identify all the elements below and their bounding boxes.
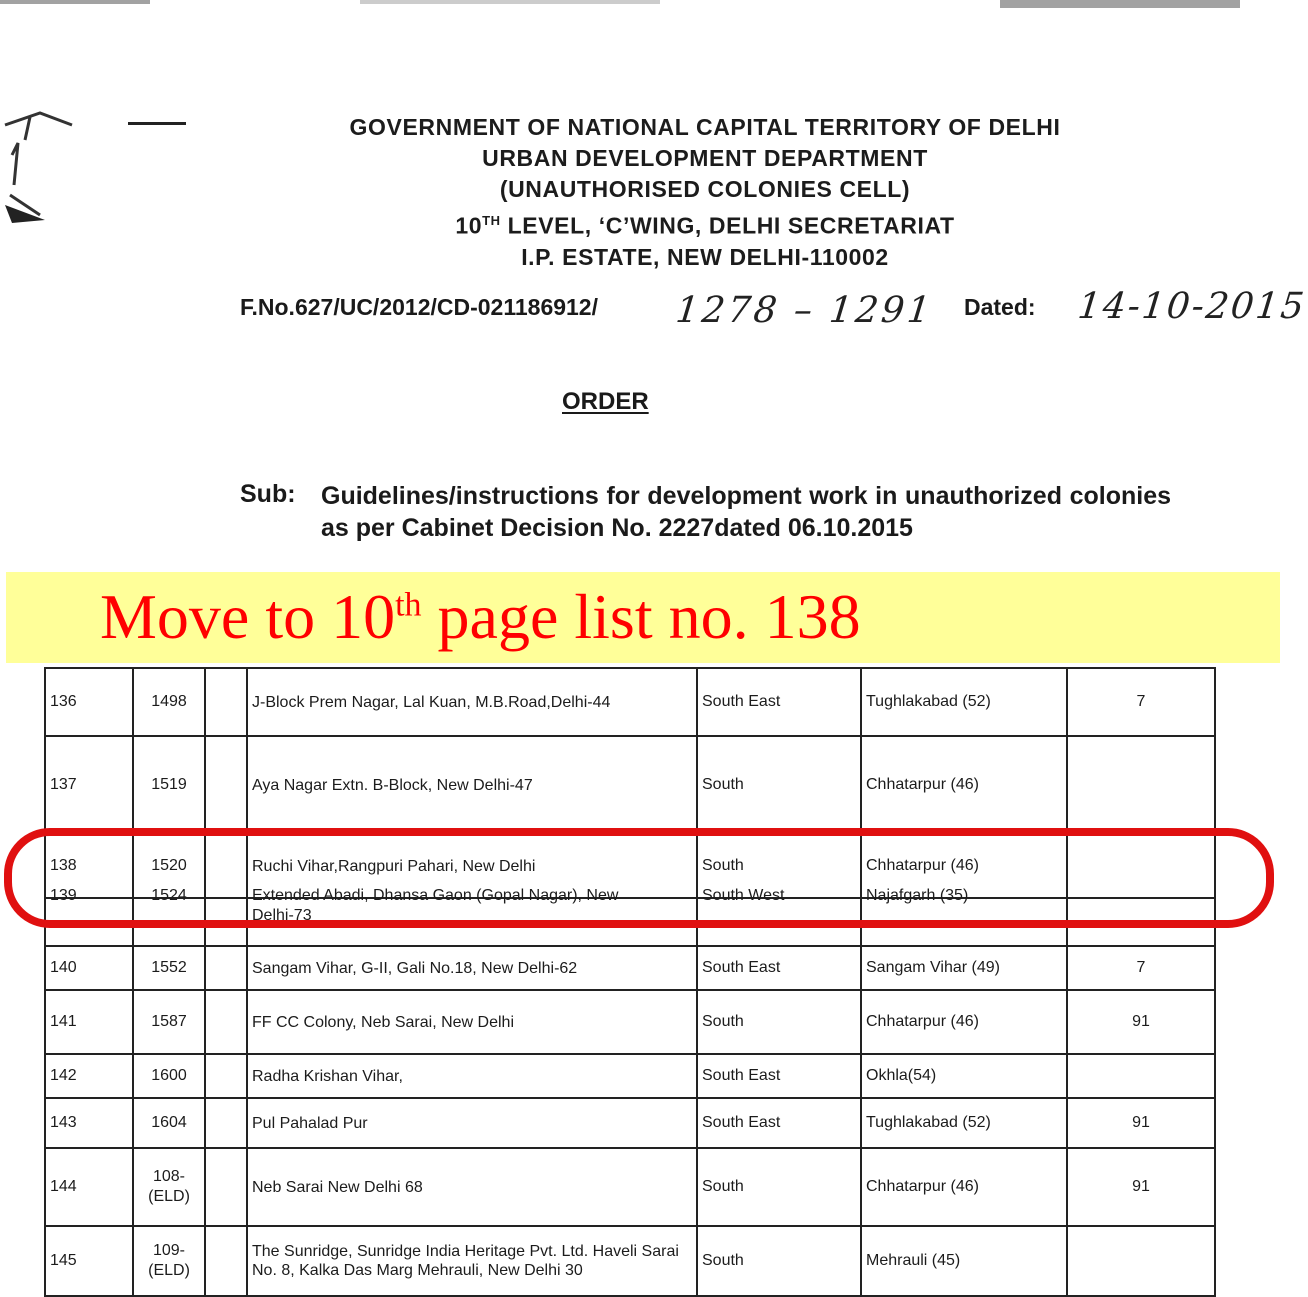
district-cell: South East bbox=[697, 946, 861, 990]
colony-code-cell: 1498 bbox=[133, 668, 205, 736]
table-row bbox=[45, 1098, 1215, 1148]
colony-code-cell: 1519 bbox=[133, 736, 205, 834]
colonies-table bbox=[44, 667, 1214, 1280]
table-row bbox=[45, 990, 1215, 1054]
ward-cell bbox=[1067, 1054, 1215, 1098]
district-cell: South bbox=[697, 736, 861, 834]
blank-cell bbox=[205, 1098, 247, 1148]
letterhead-line-3: (UNAUTHORISED COLONIES CELL) bbox=[499, 176, 911, 202]
handwritten-reference: 1278 – 1291 bbox=[673, 290, 936, 331]
annotation-banner-text bbox=[100, 580, 861, 654]
constituency-cell: Mehrauli (45) bbox=[861, 1226, 1067, 1296]
letterhead-line-2: URBAN DEVELOPMENT DEPARTMENT bbox=[482, 145, 928, 171]
margin-dash bbox=[128, 122, 186, 125]
ward-cell: 7 bbox=[1067, 946, 1215, 990]
blank-cell bbox=[205, 668, 247, 736]
letterhead-level: 10 bbox=[455, 212, 483, 239]
ward-cell: 7 bbox=[1067, 668, 1215, 736]
table-row bbox=[45, 1054, 1215, 1098]
serial-text: 139 bbox=[50, 887, 77, 904]
table-row bbox=[45, 668, 1215, 736]
district-cell: South bbox=[697, 1226, 861, 1296]
serial-cell: 144 bbox=[45, 1148, 133, 1226]
colony-name-line-1: Extended Abadi, Dhansa Gaon (Gopal Nagar), New bbox=[252, 887, 619, 904]
constituency-cell: Chhatarpur (46) bbox=[861, 834, 1067, 898]
colony-name-cell: FF CC Colony, Neb Sarai, New Delhi bbox=[247, 990, 697, 1054]
subject-label: Sub: bbox=[240, 480, 296, 508]
table-row bbox=[45, 736, 1215, 834]
colony-code-text: 1524 bbox=[151, 887, 187, 904]
letterhead-level-suffix: TH bbox=[482, 213, 501, 228]
banner-text-before: Move to 10 bbox=[100, 581, 396, 652]
ward-cell bbox=[1067, 1226, 1215, 1296]
serial-cell: 140 bbox=[45, 946, 133, 990]
letterhead-wing: LEVEL, ‘C’WING, DELHI SECRETARIAT bbox=[500, 212, 955, 239]
blank-cell bbox=[205, 898, 247, 946]
serial-cell: 136 bbox=[45, 668, 133, 736]
blank-cell bbox=[205, 1226, 247, 1296]
subject-text: Guidelines/instructions for development work in unauthorized colonies as per Cabinet Decision No. 2227dated 06.10.2015 bbox=[321, 482, 1171, 542]
handwritten-date: 14-10-2015 bbox=[1075, 286, 1308, 327]
ward-cell bbox=[1067, 736, 1215, 834]
district-text: South West bbox=[702, 887, 785, 904]
dated-label: Dated: bbox=[964, 294, 1036, 320]
colony-code-cell: 1604 bbox=[133, 1098, 205, 1148]
district-cell: South bbox=[697, 990, 861, 1054]
colony-code-cell: 1587 bbox=[133, 990, 205, 1054]
colony-name-cell: Aya Nagar Extn. B-Block, New Delhi-47 bbox=[247, 736, 697, 834]
colony-name-cell: J-Block Prem Nagar, Lal Kuan, M.B.Road,Delhi-44 bbox=[247, 668, 697, 736]
letterhead bbox=[230, 112, 1180, 273]
colony-name-line-2: Delhi-73 bbox=[252, 907, 312, 924]
colony-code-cell: 1552 bbox=[133, 946, 205, 990]
district-cell: South East bbox=[697, 1098, 861, 1148]
serial-cell bbox=[45, 887, 133, 946]
blank-cell bbox=[205, 990, 247, 1054]
colony-name-cell: Sangam Vihar, G-II, Gali No.18, New Delhi-62 bbox=[247, 946, 697, 990]
margin-scribble-icon bbox=[0, 95, 90, 245]
blank-cell bbox=[205, 1148, 247, 1226]
colony-code-cell bbox=[133, 887, 205, 946]
ward-cell bbox=[1067, 898, 1215, 946]
blank-cell bbox=[205, 1054, 247, 1098]
serial-cell: 141 bbox=[45, 990, 133, 1054]
ward-cell: 91 bbox=[1067, 1098, 1215, 1148]
letterhead-line-1: GOVERNMENT OF NATIONAL CAPITAL TERRITORY OF DELHI bbox=[349, 114, 1061, 140]
colony-name-cell: Ruchi Vihar,Rangpuri Pahari, New Delhi bbox=[247, 834, 697, 898]
file-number: F.No.627/UC/2012/CD-021186912/ bbox=[240, 294, 598, 320]
constituency-cell: Tughlakabad (52) bbox=[861, 668, 1067, 736]
constituency-cell: Okhla(54) bbox=[861, 1054, 1067, 1098]
scan-top-edge bbox=[0, 0, 1280, 8]
constituency-text: Najafgarh (35) bbox=[866, 887, 969, 904]
table-row bbox=[45, 1148, 1215, 1226]
colony-name-cell: Radha Krishan Vihar, bbox=[247, 1054, 697, 1098]
table-row bbox=[45, 946, 1215, 990]
letterhead-line-4 bbox=[230, 205, 1180, 242]
banner-text-sup: th bbox=[395, 586, 422, 624]
banner-text-after: page list no. 138 bbox=[421, 581, 861, 652]
ward-cell: 91 bbox=[1067, 1148, 1215, 1226]
table-row-partially-hidden bbox=[45, 898, 1215, 946]
constituency-cell: Chhatarpur (46) bbox=[861, 990, 1067, 1054]
serial-cell: 143 bbox=[45, 1098, 133, 1148]
colony-code-cell: 1520 bbox=[133, 834, 205, 898]
order-title: ORDER bbox=[562, 388, 649, 415]
blank-cell bbox=[205, 834, 247, 898]
ward-cell bbox=[1067, 834, 1215, 898]
serial-cell: 138 bbox=[45, 834, 133, 898]
blank-cell bbox=[205, 736, 247, 834]
colony-code-cell: 108- (ELD) bbox=[133, 1148, 205, 1226]
district-cell: South East bbox=[697, 668, 861, 736]
constituency-cell: Tughlakabad (52) bbox=[861, 1098, 1067, 1148]
serial-cell: 137 bbox=[45, 736, 133, 834]
colony-name-cell bbox=[247, 887, 697, 946]
serial-cell: 142 bbox=[45, 1054, 133, 1098]
district-cell: South bbox=[697, 834, 861, 898]
constituency-cell: Chhatarpur (46) bbox=[861, 1148, 1067, 1226]
constituency-cell bbox=[861, 887, 1067, 946]
ward-cell: 91 bbox=[1067, 990, 1215, 1054]
constituency-cell: Sangam Vihar (49) bbox=[861, 946, 1067, 990]
district-cell: South East bbox=[697, 1054, 861, 1098]
serial-cell: 145 bbox=[45, 1226, 133, 1296]
colony-code-cell: 109- (ELD) bbox=[133, 1226, 205, 1296]
district-cell bbox=[697, 887, 861, 946]
colony-code-cell: 1600 bbox=[133, 1054, 205, 1098]
blank-cell bbox=[205, 946, 247, 990]
constituency-cell: Chhatarpur (46) bbox=[861, 736, 1067, 834]
colony-name-cell: The Sunridge, Sunridge India Heritage Pvt. Ltd. Haveli Sarai No. 8, Kalka Das Marg Mehrauli, New Delhi 30 bbox=[247, 1226, 697, 1296]
colony-name-cell: Pul Pahalad Pur bbox=[247, 1098, 697, 1148]
colony-name-cell: Neb Sarai New Delhi 68 bbox=[247, 1148, 697, 1226]
letterhead-line-5: I.P. ESTATE, NEW DELHI-110002 bbox=[521, 243, 889, 270]
district-cell: South bbox=[697, 1148, 861, 1226]
table-row bbox=[45, 1226, 1215, 1296]
